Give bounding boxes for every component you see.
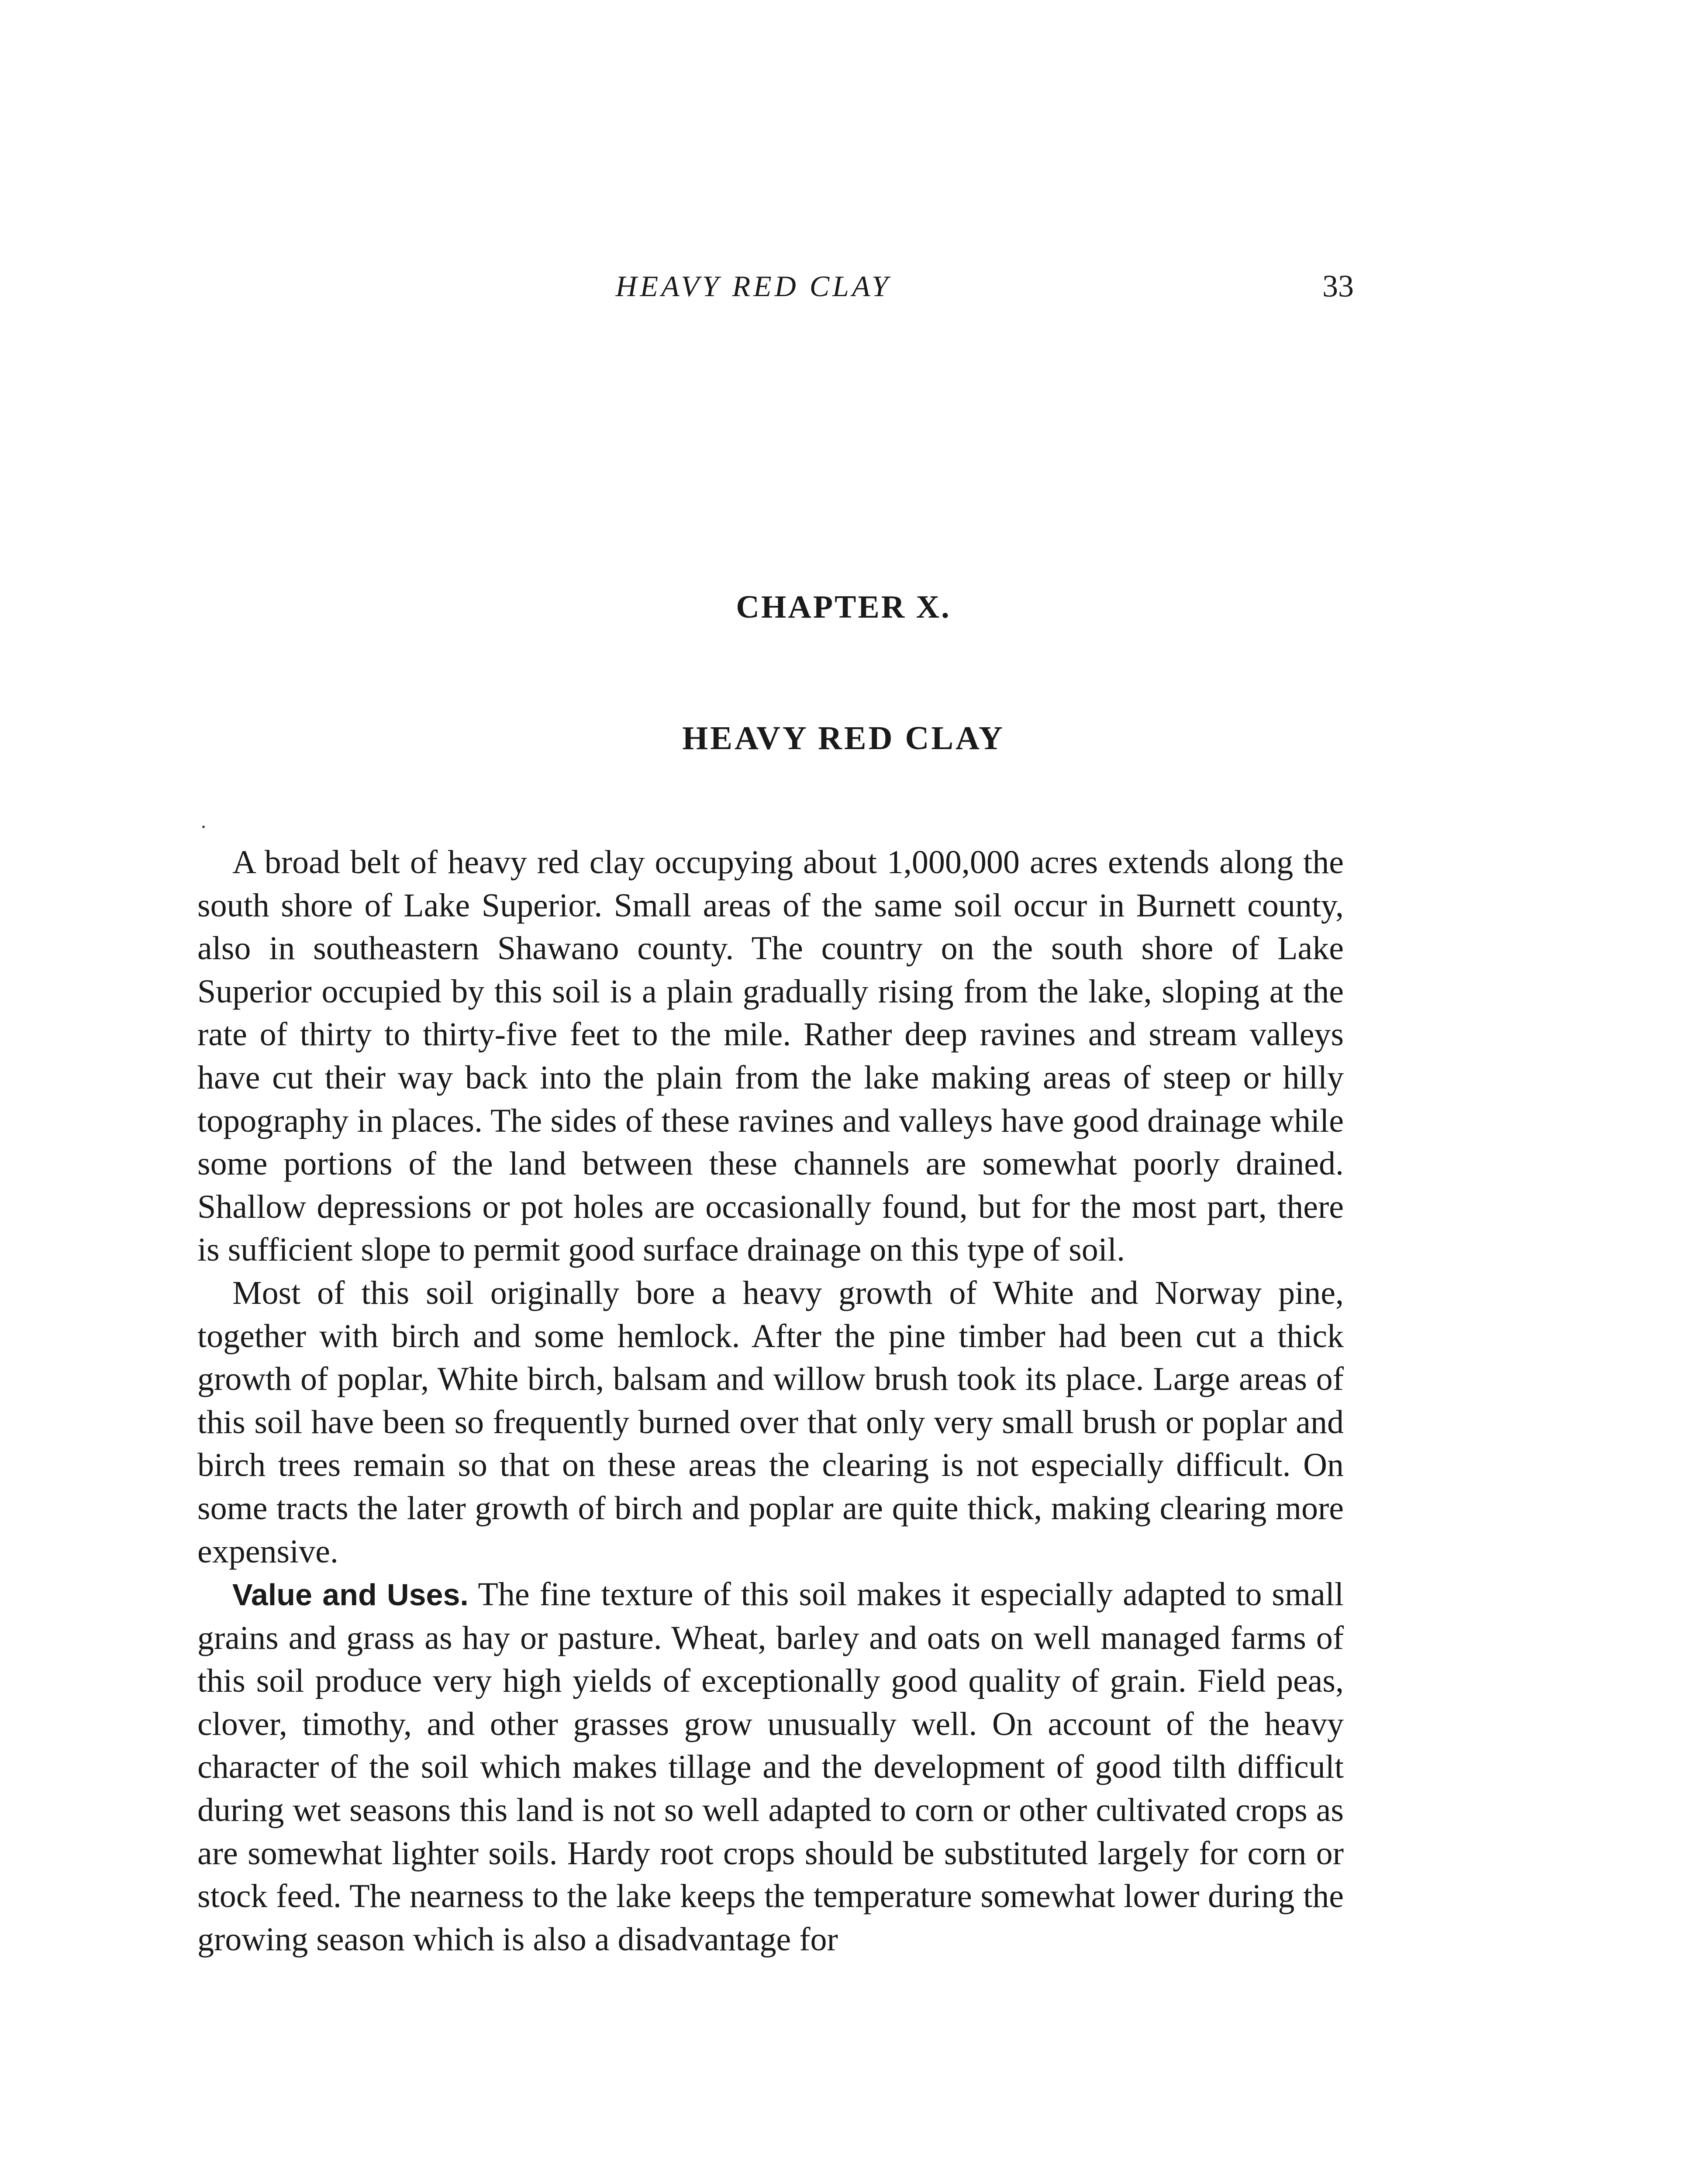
paragraph-text: The fine texture of this soil makes it especially adapted to small grains and grass as hay or pasture. Wheat, barley and oats on well managed farms of this soil produce very high yields of exceptionally good quality of grain. Field peas, clover, timothy, and other grasses grow unusually well. On account of the heavy character of the soil which makes tillage and the development of good tilth difficult during wet seasons this land is not so well adapted to corn or other cultivated crops as are somewhat lighter soils. Hardy root crops should be substituted largely for corn or stock feed. The nearness to the lake keeps the temperature somewhat lower during the growing season which is also a disadvantage for — [197, 1576, 1344, 1958]
chapter-heading: CHAPTER X. — [736, 589, 951, 625]
body-text — [197, 841, 1344, 1961]
paragraph-vegetation — [197, 1272, 1344, 1573]
paragraph-intro — [197, 841, 1344, 1272]
ink-speck — [202, 826, 205, 828]
running-header — [0, 269, 1687, 304]
chapter-title: HEAVY RED CLAY — [682, 720, 1005, 757]
running-title: HEAVY RED CLAY — [615, 270, 891, 303]
paragraph-value-and-uses — [197, 1573, 1344, 1961]
page-number: 33 — [1322, 269, 1354, 304]
paragraph-text: Most of this soil originally bore a heavy growth of White and Norway pine, together with birch and some hemlock. After the pine timber had been cut a thick growth of poplar, White birch, balsam and willow brush took its place. Large areas of this soil have been so frequently burned over that only very small brush or poplar and birch trees remain so that on these areas the clearing is not especially difficult. On some tracts the later growth of birch and poplar are quite thick, making clearing more expensive. — [197, 1274, 1344, 1570]
run-in-heading: Value and Uses. — [232, 1578, 469, 1612]
paragraph-text: A broad belt of heavy red clay occupying about 1,000,000 acres extends along the south shore of Lake Superior. Small areas of the same soil occur in Burnett county, also in southeastern Shawano county. The country on the south shore of Lake Superior occupied by this soil is a plain gradually rising from the lake, sloping at the rate of thirty to thirty-five feet to the mile. Rather deep ravines and stream valleys have cut their way back into the plain from the lake making areas of steep or hilly topography in places. The sides of these ravines and valleys have good drainage while some portions of the land between these channels are somewhat poorly drained. Shallow depressions or pot holes are occasionally found, but for the most part, there is sufficient slope to permit good surface drainage on this type of soil. — [197, 844, 1344, 1268]
